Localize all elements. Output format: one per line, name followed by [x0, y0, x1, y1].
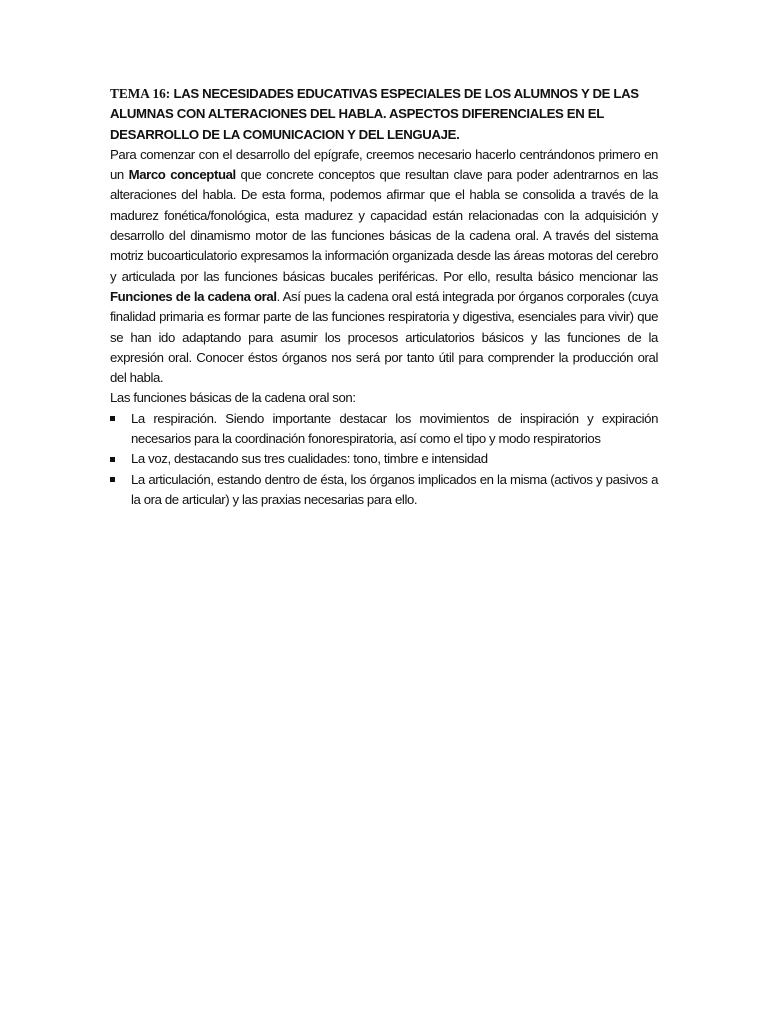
document-page: [110, 84, 658, 510]
list-item: [110, 449, 658, 469]
list-item-text: La voz, destacando sus tres cualidades: tono, timbre e intensidad: [131, 451, 488, 467]
bold-term-funciones-cadena-oral: Funciones de la cadena oral: [110, 288, 277, 304]
list-item-text: La respiración. Siendo importante destacar los movimientos de inspiración y expiración necesarios para la coordinación fonorespiratoria, así como el tipo y modo respiratorios: [131, 410, 658, 447]
bold-term-marco-conceptual: Marco conceptual: [128, 167, 236, 183]
list-item: [110, 409, 658, 450]
square-bullet-icon: [110, 416, 115, 421]
paragraph-text: que concrete conceptos que resultan clave para poder adentrarnos en las alteraciones del habla. De esta forma, podemos afirmar que el habla se consolida a través de la madurez fonética/fonológica, esta madurez y capacidad están relacionadas con la adquisición y desarrollo del dinamismo motor de las funciones básicas de la cadena oral. A través del sistema motriz bucoarticulatorio expresamos la información organizada desde las áreas motoras del cerebro y articulada por las funciones básicas bucales periféricas. Por ello, resulta básico mencionar las: [110, 167, 658, 284]
intro-paragraph: [110, 145, 658, 389]
paragraph-text: Para comenzar con el desarrollo del epígrafe, creemos necesario hacerlo centrándonos primero en un: [110, 146, 658, 183]
square-bullet-icon: [110, 457, 115, 462]
list-item: [110, 470, 658, 511]
paragraph-text: . Así pues la cadena oral está integrada por órganos corporales (cuya finalidad primaria es formar parte de las funciones respiratoria y digestiva, esenciales para vivir) que se han ido adaptando para asumir los procesos articulatorios básicos y las funciones de la expresión oral. Conocer éstos órganos nos será por tanto útil para comprender la producción oral del habla.: [110, 288, 659, 386]
heading-prefix: TEMA 16:: [110, 86, 171, 101]
functions-list: [110, 409, 658, 510]
list-item-text: La articulación, estando dentro de ésta, los órganos implicados en la misma (activos y pasivos a la ora de articular) y las praxias necesarias para ello.: [131, 471, 658, 507]
heading-text: LAS NECESIDADES EDUCATIVAS ESPECIALES DE LOS ALUMNOS Y DE LAS ALUMNAS CON ALTERACIONES DEL HABLA. ASPECTOS DIFERENCIALES EN EL DESARROLLO DE LA COMUNICACION Y DEL LENGUAJE.: [110, 86, 639, 142]
document-heading: [110, 84, 658, 145]
square-bullet-icon: [110, 477, 115, 482]
list-intro: Las funciones básicas de la cadena oral son:: [110, 390, 356, 406]
